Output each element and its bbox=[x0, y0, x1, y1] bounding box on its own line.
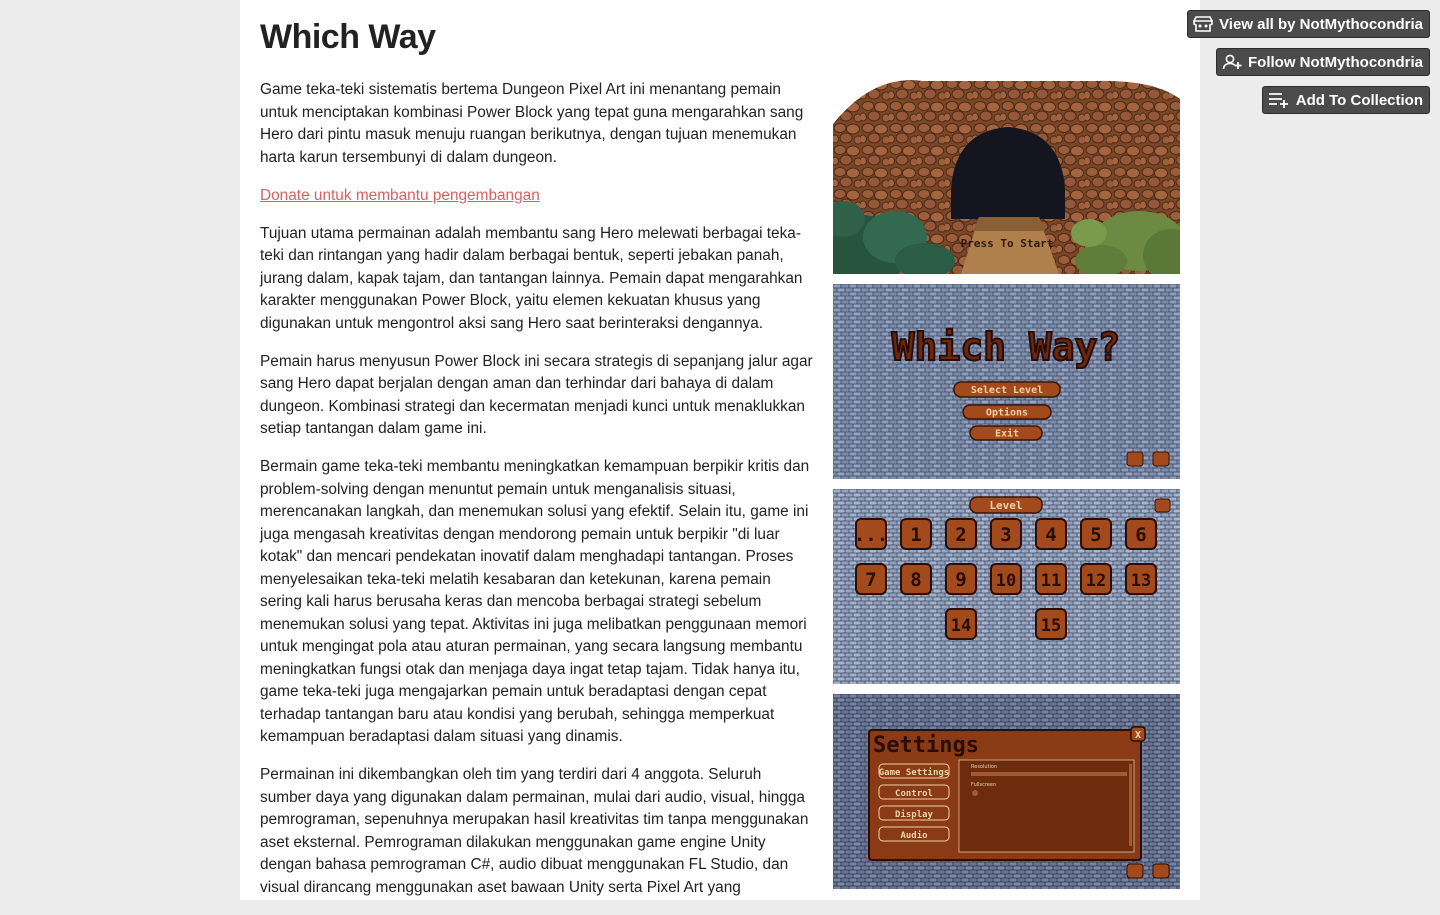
follow-label: Follow NotMythocondria bbox=[1248, 53, 1423, 71]
menu-exit: Exit bbox=[994, 428, 1020, 440]
follow-button[interactable] bbox=[1216, 48, 1430, 76]
level-tile-label: 12 bbox=[1085, 571, 1107, 591]
level-tile bbox=[1036, 519, 1066, 549]
level-tile-label: 10 bbox=[995, 571, 1017, 591]
screenshot-cave[interactable] bbox=[833, 79, 1180, 274]
settings-close-text: X bbox=[1134, 730, 1142, 741]
level-tile bbox=[946, 564, 976, 594]
level-tile bbox=[946, 519, 976, 549]
menu-options: Options bbox=[985, 407, 1029, 419]
level-tile bbox=[991, 564, 1021, 594]
level-tile bbox=[1081, 564, 1111, 594]
level-tile-label: 14 bbox=[950, 616, 972, 636]
view-all-label: View all by NotMythocondria bbox=[1219, 15, 1423, 33]
menu-title-text: Which Way? bbox=[891, 325, 1121, 369]
level-tile-label: 4 bbox=[1045, 524, 1057, 546]
gamepad-icon bbox=[1193, 15, 1213, 33]
level-tile bbox=[854, 519, 888, 549]
level-tile-label: ... bbox=[853, 524, 889, 546]
level-tile-label: 1 bbox=[910, 524, 922, 546]
screenshot-level-select[interactable] bbox=[833, 489, 1180, 684]
menu-select-level: Select Level bbox=[970, 385, 1044, 396]
screenshot-list bbox=[833, 79, 1180, 899]
description-paragraph: Game teka-teki sistematis bertema Dungeon Pixel Art ini menantang pemain untuk menciptakan kombinasi Power Block yang tepat guna mengarahkan sang Hero dari pintu masuk menuju ruangan berikutnya, dengan tujuan menemukan harta karun tersembunyi di dalam dungeon. bbox=[260, 81, 804, 166]
add-to-collection-button[interactable] bbox=[1262, 86, 1430, 114]
description-paragraph: Bermain game teka-teki membantu meningkatkan kemampuan berpikir kritis dan problem-solving dengan menuntut pemain untuk menganalisis situasi, merencanakan langkah, dan menemukan solusi yang efektif. Selain itu, game ini juga mengasah kreativitas dengan mendorong pemain untuk berpikir "di luar kotak" dan mencari pendekatan inovatif dalam menghadapi tantangan. Proses menyelesaikan teka-teki melatih kesabaran dan ketekunan, karena pemain sering kali harus berusaha keras dan mencoba berbagai strategi sebelum menemukan solusi yang tepat. Aktivitas ini juga melibatkan penggunaan memori untuk mengingat pola atau aturan permainan, yang secara langsung membantu meningkatkan fungsi otak dan menjaga daya ingat tetap tajam. Tidak hanya itu, game teka-teki juga mengajarkan pemain untuk beradaptasi dengan cepat terhadap tantangan baru atau kondisi yang berubah, sehingga memperkuat kemampuan beradaptasi dalam situasi yang dinamis. bbox=[260, 458, 810, 745]
screenshot-settings[interactable] bbox=[833, 694, 1180, 889]
game-title: Which Way bbox=[260, 18, 436, 56]
description-paragraph: Tujuan utama permainan adalah membantu sang Hero melewati berbagai teka-teki dan rintangan yang hadir dalam berbagai bentuk, seperti jebakan panah, jurang dalam, kapak tajam, dan tantangan lainnya. Pemain dapat mengarahkan karakter menggunakan Power Block, yaitu elemen kekuatan khusus yang digunakan untuk mengontrol aksi sang Hero saat berinteraksi dengannya. bbox=[260, 224, 803, 332]
level-tile-label: 6 bbox=[1135, 524, 1147, 546]
game-description bbox=[260, 79, 815, 915]
level-tile bbox=[1126, 519, 1156, 549]
donate-paragraph bbox=[260, 185, 815, 208]
description-paragraph: Permainan ini dikembangkan oleh tim yang terdiri dari 4 anggota. Seluruh sumber daya yang digunakan dalam permainan, mulai dari audio, visual, hingga pemrograman, sepenuhnya merupakan hasil kreativitas tim tanpa menggunakan aset eksternal. Pemrograman dilakukan menggunakan game engine Unity dengan bahasa pemrograman C#, audio dibuat menggunakan FL Studio, dan visual dirancang menggunakan aset bawaan Unity serta Pixel Art yang bbox=[260, 766, 809, 896]
settings-tab-control: Control bbox=[895, 789, 933, 799]
level-tile-label: 11 bbox=[1040, 571, 1062, 591]
settings-tab-game: Game Settings bbox=[878, 768, 950, 778]
level-tile bbox=[946, 609, 976, 639]
level-tile-label: 5 bbox=[1090, 524, 1102, 546]
description-paragraph: Pemain harus menyusun Power Block ini secara strategis di sepanjang jalur agar sang Hero dapat berjalan dengan aman dan terhindar dari bahaya di dalam dungeon. Kombinasi strategi dan kecermatan menjadi kunci untuk menaklukkan setiap tantangan dalam game ini. bbox=[260, 352, 813, 437]
user-plus-icon bbox=[1222, 53, 1242, 71]
settings-resolution-label: Resolution bbox=[971, 764, 998, 770]
settings-image bbox=[833, 694, 1180, 889]
level-tile-label: 7 bbox=[865, 569, 877, 591]
game-page bbox=[240, 0, 1200, 900]
playlist-add-icon bbox=[1268, 91, 1290, 109]
level-tile bbox=[901, 564, 931, 594]
level-tile bbox=[991, 519, 1021, 549]
level-tile-label: 3 bbox=[1000, 524, 1012, 546]
screenshot-main-menu[interactable] bbox=[833, 284, 1180, 479]
level-tile-label: 13 bbox=[1130, 571, 1152, 591]
level-tile bbox=[856, 564, 886, 594]
level-select-image bbox=[833, 489, 1180, 684]
donate-link[interactable]: Donate untuk membantu pengembangan bbox=[260, 186, 540, 204]
level-tile bbox=[901, 519, 931, 549]
settings-fullscreen-label: Fullscreen bbox=[971, 782, 997, 788]
main-menu-image bbox=[833, 284, 1180, 479]
level-tile bbox=[1081, 519, 1111, 549]
level-tile-label: 9 bbox=[955, 569, 967, 591]
level-tile-label: 8 bbox=[910, 569, 922, 591]
add-collection-label: Add To Collection bbox=[1295, 91, 1423, 109]
level-tile-label: 2 bbox=[955, 524, 967, 546]
press-start-text: Press To Start bbox=[960, 237, 1054, 250]
level-tile bbox=[1126, 564, 1156, 594]
cave-scene-image bbox=[833, 79, 1180, 274]
settings-title-text: Settings bbox=[873, 733, 979, 758]
level-tile bbox=[1036, 609, 1066, 639]
level-header-text: Level bbox=[989, 499, 1023, 512]
level-tile-label: 15 bbox=[1040, 616, 1062, 636]
settings-tab-display: Display bbox=[895, 810, 933, 820]
settings-tab-audio: Audio bbox=[900, 831, 928, 841]
level-tile bbox=[1036, 564, 1066, 594]
view-all-button[interactable] bbox=[1187, 10, 1430, 38]
